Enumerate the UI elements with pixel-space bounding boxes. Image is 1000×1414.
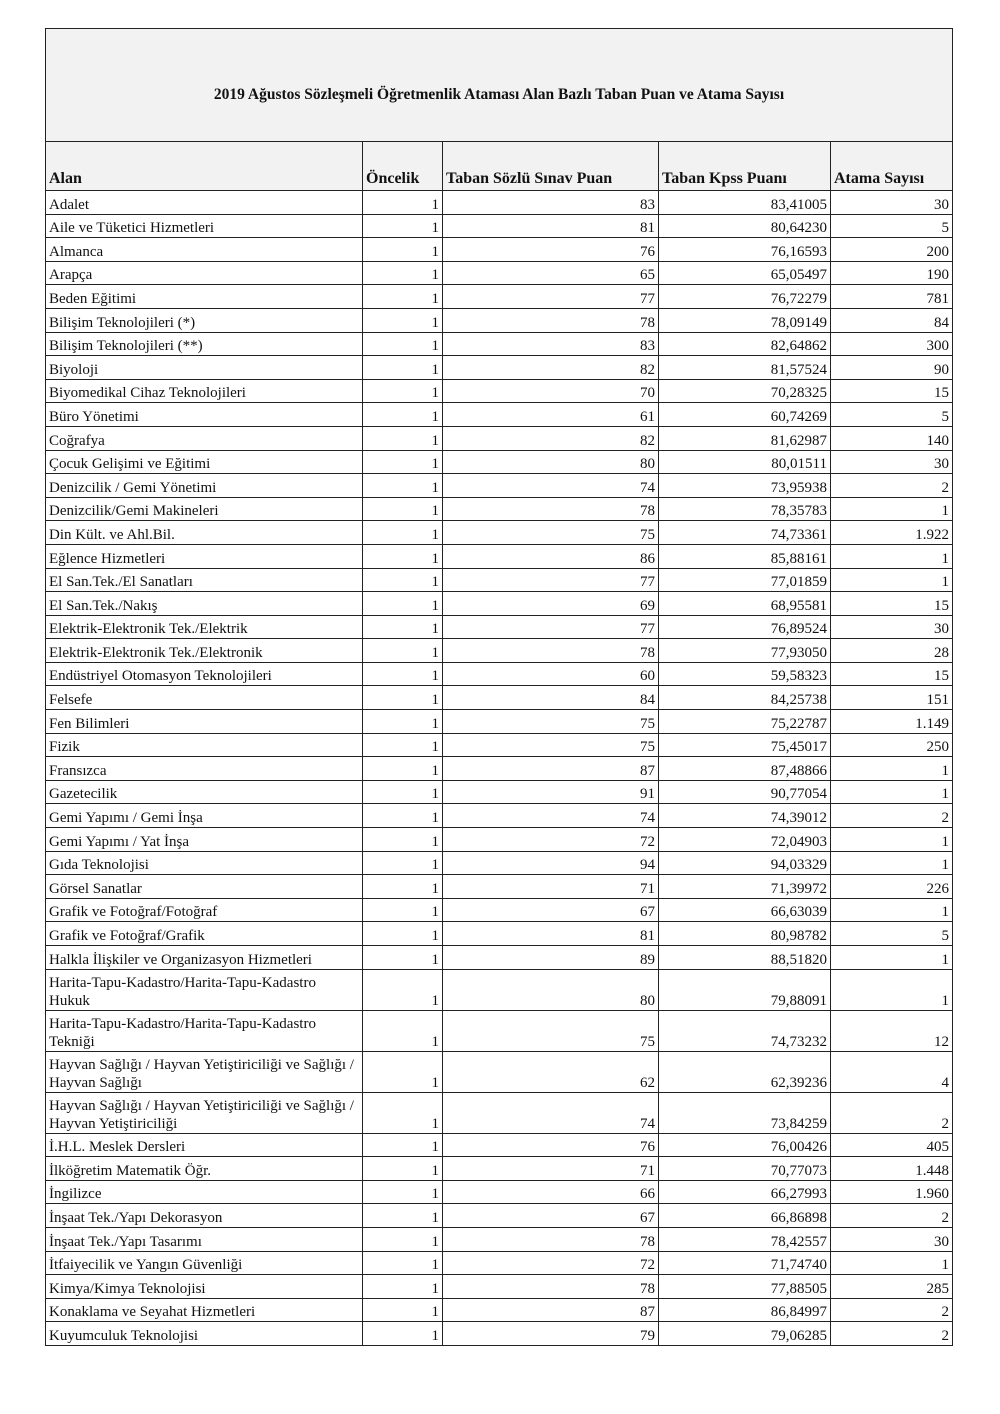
- cell-atama-sayisi: 90: [831, 356, 953, 380]
- table-row: [46, 379, 953, 403]
- cell-taban-sozlu: 83: [443, 191, 659, 215]
- cell-taban-kpss: 68,95581: [659, 592, 831, 616]
- table-row: [46, 1092, 953, 1133]
- cell-oncelik: 1: [363, 615, 443, 639]
- cell-atama-sayisi: 30: [831, 450, 953, 474]
- cell-oncelik: 1: [363, 1133, 443, 1157]
- cell-alan: Adalet: [46, 191, 363, 215]
- cell-taban-sozlu: 80: [443, 969, 659, 1010]
- table-row: [46, 238, 953, 262]
- cell-oncelik: 1: [363, 474, 443, 498]
- cell-taban-kpss: 86,84997: [659, 1298, 831, 1322]
- cell-taban-kpss: 83,41005: [659, 191, 831, 215]
- table-row: [46, 497, 953, 521]
- cell-oncelik: 1: [363, 1010, 443, 1051]
- table-row: [46, 1157, 953, 1181]
- cell-alan: El San.Tek./El Sanatları: [46, 568, 363, 592]
- cell-oncelik: 1: [363, 1204, 443, 1228]
- cell-alan: Gemi Yapımı / Yat İnşa: [46, 828, 363, 852]
- cell-alan: Din Kült. ve Ahl.Bil.: [46, 521, 363, 545]
- cell-alan: Aile ve Tüketici Hizmetleri: [46, 214, 363, 238]
- cell-alan: Almanca: [46, 238, 363, 262]
- cell-taban-sozlu: 75: [443, 710, 659, 734]
- cell-atama-sayisi: 2: [831, 804, 953, 828]
- cell-taban-kpss: 82,64862: [659, 332, 831, 356]
- cell-alan: Kuyumculuk Teknolojisi: [46, 1322, 363, 1346]
- cell-taban-kpss: 71,74740: [659, 1251, 831, 1275]
- cell-taban-sozlu: 78: [443, 497, 659, 521]
- cell-atama-sayisi: 405: [831, 1133, 953, 1157]
- cell-alan: Fen Bilimleri: [46, 710, 363, 734]
- cell-taban-sozlu: 75: [443, 733, 659, 757]
- table-row: [46, 898, 953, 922]
- cell-atama-sayisi: 1: [831, 851, 953, 875]
- cell-atama-sayisi: 1: [831, 946, 953, 970]
- table-row: [46, 426, 953, 450]
- cell-atama-sayisi: 84: [831, 308, 953, 332]
- cell-taban-sozlu: 74: [443, 804, 659, 828]
- table-row: [46, 639, 953, 663]
- table-row: [46, 1010, 953, 1051]
- cell-taban-kpss: 72,04903: [659, 828, 831, 852]
- cell-oncelik: 1: [363, 639, 443, 663]
- cell-taban-kpss: 77,01859: [659, 568, 831, 592]
- cell-atama-sayisi: 1: [831, 780, 953, 804]
- table-row: [46, 592, 953, 616]
- cell-taban-kpss: 60,74269: [659, 403, 831, 427]
- cell-oncelik: 1: [363, 1180, 443, 1204]
- cell-taban-kpss: 76,16593: [659, 238, 831, 262]
- cell-alan: Kimya/Kimya Teknolojisi: [46, 1275, 363, 1299]
- table-row: [46, 804, 953, 828]
- table-row: [46, 922, 953, 946]
- cell-taban-sozlu: 82: [443, 356, 659, 380]
- cell-alan: Biyoloji: [46, 356, 363, 380]
- cell-oncelik: 1: [363, 403, 443, 427]
- cell-taban-kpss: 66,27993: [659, 1180, 831, 1204]
- cell-taban-kpss: 73,84259: [659, 1092, 831, 1133]
- cell-oncelik: 1: [363, 568, 443, 592]
- table-row: [46, 946, 953, 970]
- table-row: [46, 285, 953, 309]
- cell-oncelik: 1: [363, 1051, 443, 1092]
- cell-taban-kpss: 88,51820: [659, 946, 831, 970]
- cell-alan: Gazetecilik: [46, 780, 363, 804]
- cell-alan: El San.Tek./Nakış: [46, 592, 363, 616]
- cell-alan: Coğrafya: [46, 426, 363, 450]
- cell-taban-sozlu: 72: [443, 1251, 659, 1275]
- cell-oncelik: 1: [363, 308, 443, 332]
- cell-taban-sozlu: 75: [443, 521, 659, 545]
- cell-taban-sozlu: 62: [443, 1051, 659, 1092]
- cell-atama-sayisi: 28: [831, 639, 953, 663]
- cell-oncelik: 1: [363, 285, 443, 309]
- table-row: [46, 308, 953, 332]
- cell-atama-sayisi: 300: [831, 332, 953, 356]
- cell-taban-sozlu: 81: [443, 214, 659, 238]
- cell-atama-sayisi: 5: [831, 922, 953, 946]
- cell-taban-kpss: 94,03329: [659, 851, 831, 875]
- cell-alan: Beden Eğitimi: [46, 285, 363, 309]
- cell-alan: İlköğretim Matematik Öğr.: [46, 1157, 363, 1181]
- cell-taban-kpss: 59,58323: [659, 662, 831, 686]
- cell-alan: Gemi Yapımı / Gemi İnşa: [46, 804, 363, 828]
- cell-taban-sozlu: 78: [443, 308, 659, 332]
- cell-oncelik: 1: [363, 733, 443, 757]
- cell-taban-sozlu: 66: [443, 1180, 659, 1204]
- cell-atama-sayisi: 30: [831, 615, 953, 639]
- cell-atama-sayisi: 250: [831, 733, 953, 757]
- cell-oncelik: 1: [363, 592, 443, 616]
- cell-atama-sayisi: 1: [831, 969, 953, 1010]
- cell-taban-sozlu: 67: [443, 1204, 659, 1228]
- cell-taban-kpss: 62,39236: [659, 1051, 831, 1092]
- cell-atama-sayisi: 5: [831, 214, 953, 238]
- cell-alan: Hayvan Sağlığı / Hayvan Yetiştiriciliği ve Sağlığı / Hayvan Yetiştiriciliği: [46, 1092, 363, 1133]
- document-title: 2019 Ağustos Sözleşmeli Öğretmenlik Ataması Alan Bazlı Taban Puan ve Atama Sayısı: [46, 29, 953, 142]
- cell-taban-kpss: 74,39012: [659, 804, 831, 828]
- cell-alan: Arapça: [46, 261, 363, 285]
- cell-alan: Fransızca: [46, 757, 363, 781]
- cell-alan: Bilişim Teknolojileri (**): [46, 332, 363, 356]
- cell-alan: İnşaat Tek./Yapı Tasarımı: [46, 1227, 363, 1251]
- cell-atama-sayisi: 2: [831, 1204, 953, 1228]
- cell-oncelik: 1: [363, 1251, 443, 1275]
- cell-oncelik: 1: [363, 828, 443, 852]
- table-row: [46, 615, 953, 639]
- cell-atama-sayisi: 781: [831, 285, 953, 309]
- cell-alan: Endüstriyel Otomasyon Teknolojileri: [46, 662, 363, 686]
- cell-alan: Felsefe: [46, 686, 363, 710]
- cell-alan: Grafik ve Fotoğraf/Fotoğraf: [46, 898, 363, 922]
- cell-oncelik: 1: [363, 898, 443, 922]
- cell-oncelik: 1: [363, 332, 443, 356]
- cell-taban-sozlu: 71: [443, 1157, 659, 1181]
- column-header-oncelik: Öncelik: [363, 142, 443, 191]
- cell-atama-sayisi: 15: [831, 592, 953, 616]
- cell-alan: Denizcilik / Gemi Yönetimi: [46, 474, 363, 498]
- cell-atama-sayisi: 1: [831, 898, 953, 922]
- cell-alan: Biyomedikal Cihaz Teknolojileri: [46, 379, 363, 403]
- cell-taban-sozlu: 71: [443, 875, 659, 899]
- cell-taban-sozlu: 94: [443, 851, 659, 875]
- cell-taban-kpss: 84,25738: [659, 686, 831, 710]
- cell-oncelik: 1: [363, 521, 443, 545]
- cell-oncelik: 1: [363, 497, 443, 521]
- cell-oncelik: 1: [363, 710, 443, 734]
- cell-atama-sayisi: 190: [831, 261, 953, 285]
- cell-oncelik: 1: [363, 851, 443, 875]
- cell-taban-kpss: 77,88505: [659, 1275, 831, 1299]
- cell-alan: Halkla İlişkiler ve Organizasyon Hizmetleri: [46, 946, 363, 970]
- cell-oncelik: 1: [363, 544, 443, 568]
- cell-taban-sozlu: 82: [443, 426, 659, 450]
- cell-taban-kpss: 80,64230: [659, 214, 831, 238]
- cell-alan: İngilizce: [46, 1180, 363, 1204]
- cell-alan: Eğlence Hizmetleri: [46, 544, 363, 568]
- cell-taban-kpss: 79,06285: [659, 1322, 831, 1346]
- cell-taban-kpss: 80,01511: [659, 450, 831, 474]
- cell-taban-kpss: 81,57524: [659, 356, 831, 380]
- cell-taban-sozlu: 67: [443, 898, 659, 922]
- table-row: [46, 403, 953, 427]
- cell-alan: İtfaiyecilik ve Yangın Güvenliği: [46, 1251, 363, 1275]
- cell-alan: Çocuk Gelişimi ve Eğitimi: [46, 450, 363, 474]
- header-row: [46, 142, 953, 191]
- cell-oncelik: 1: [363, 1157, 443, 1181]
- table-row: [46, 1133, 953, 1157]
- cell-atama-sayisi: 4: [831, 1051, 953, 1092]
- cell-taban-kpss: 87,48866: [659, 757, 831, 781]
- cell-taban-kpss: 76,72279: [659, 285, 831, 309]
- table-row: [46, 710, 953, 734]
- column-header-taban-sozlu: Taban Sözlü Sınav Puan: [443, 142, 659, 191]
- cell-taban-kpss: 65,05497: [659, 261, 831, 285]
- cell-taban-sozlu: 65: [443, 261, 659, 285]
- table-row: [46, 214, 953, 238]
- table-row: [46, 828, 953, 852]
- cell-alan: Denizcilik/Gemi Makineleri: [46, 497, 363, 521]
- table-row: [46, 851, 953, 875]
- cell-taban-kpss: 75,45017: [659, 733, 831, 757]
- cell-oncelik: 1: [363, 261, 443, 285]
- cell-taban-sozlu: 70: [443, 379, 659, 403]
- table-row: [46, 544, 953, 568]
- cell-taban-kpss: 79,88091: [659, 969, 831, 1010]
- cell-taban-sozlu: 75: [443, 1010, 659, 1051]
- table-row: [46, 875, 953, 899]
- cell-atama-sayisi: 30: [831, 191, 953, 215]
- cell-oncelik: 1: [363, 969, 443, 1010]
- cell-oncelik: 1: [363, 214, 443, 238]
- cell-atama-sayisi: 200: [831, 238, 953, 262]
- cell-alan: Elektrik-Elektronik Tek./Elektronik: [46, 639, 363, 663]
- cell-taban-sozlu: 80: [443, 450, 659, 474]
- cell-alan: İ.H.L. Meslek Dersleri: [46, 1133, 363, 1157]
- table-row: [46, 662, 953, 686]
- cell-atama-sayisi: 226: [831, 875, 953, 899]
- cell-oncelik: 1: [363, 426, 443, 450]
- cell-oncelik: 1: [363, 922, 443, 946]
- table-row: [46, 1180, 953, 1204]
- table-row: [46, 1051, 953, 1092]
- cell-taban-kpss: 77,93050: [659, 639, 831, 663]
- assignment-table: [45, 28, 953, 1346]
- cell-alan: İnşaat Tek./Yapı Dekorasyon: [46, 1204, 363, 1228]
- cell-taban-sozlu: 86: [443, 544, 659, 568]
- cell-taban-sozlu: 78: [443, 1275, 659, 1299]
- cell-oncelik: 1: [363, 1322, 443, 1346]
- cell-taban-sozlu: 69: [443, 592, 659, 616]
- cell-taban-sozlu: 76: [443, 1133, 659, 1157]
- cell-taban-sozlu: 78: [443, 639, 659, 663]
- cell-taban-kpss: 71,39972: [659, 875, 831, 899]
- cell-alan: Büro Yönetimi: [46, 403, 363, 427]
- cell-atama-sayisi: 2: [831, 1092, 953, 1133]
- table-row: [46, 733, 953, 757]
- cell-taban-kpss: 70,77073: [659, 1157, 831, 1181]
- table-row: [46, 1322, 953, 1346]
- cell-taban-kpss: 73,95938: [659, 474, 831, 498]
- cell-taban-sozlu: 83: [443, 332, 659, 356]
- cell-atama-sayisi: 12: [831, 1010, 953, 1051]
- cell-oncelik: 1: [363, 1227, 443, 1251]
- table-row: [46, 521, 953, 545]
- cell-oncelik: 1: [363, 686, 443, 710]
- cell-oncelik: 1: [363, 1275, 443, 1299]
- cell-taban-kpss: 78,35783: [659, 497, 831, 521]
- cell-atama-sayisi: 15: [831, 662, 953, 686]
- cell-taban-sozlu: 87: [443, 1298, 659, 1322]
- table-row: [46, 356, 953, 380]
- table-row: [46, 568, 953, 592]
- cell-taban-sozlu: 74: [443, 1092, 659, 1133]
- cell-alan: Hayvan Sağlığı / Hayvan Yetiştiriciliği ve Sağlığı / Hayvan Sağlığı: [46, 1051, 363, 1092]
- table-row: [46, 1251, 953, 1275]
- cell-taban-kpss: 85,88161: [659, 544, 831, 568]
- cell-taban-sozlu: 78: [443, 1227, 659, 1251]
- cell-taban-sozlu: 76: [443, 238, 659, 262]
- cell-atama-sayisi: 285: [831, 1275, 953, 1299]
- cell-taban-kpss: 76,89524: [659, 615, 831, 639]
- cell-atama-sayisi: 2: [831, 474, 953, 498]
- cell-taban-sozlu: 77: [443, 615, 659, 639]
- cell-alan: Harita-Tapu-Kadastro/Harita-Tapu-Kadastro Hukuk: [46, 969, 363, 1010]
- cell-taban-kpss: 66,86898: [659, 1204, 831, 1228]
- table-row: [46, 1204, 953, 1228]
- cell-oncelik: 1: [363, 780, 443, 804]
- cell-taban-kpss: 76,00426: [659, 1133, 831, 1157]
- cell-alan: Fizik: [46, 733, 363, 757]
- cell-alan: Grafik ve Fotoğraf/Grafik: [46, 922, 363, 946]
- column-header-alan: Alan: [46, 142, 363, 191]
- table-row: [46, 686, 953, 710]
- cell-taban-sozlu: 89: [443, 946, 659, 970]
- table-row: [46, 261, 953, 285]
- cell-oncelik: 1: [363, 356, 443, 380]
- cell-taban-sozlu: 79: [443, 1322, 659, 1346]
- cell-taban-kpss: 90,77054: [659, 780, 831, 804]
- cell-atama-sayisi: 1: [831, 568, 953, 592]
- cell-oncelik: 1: [363, 804, 443, 828]
- cell-taban-sozlu: 91: [443, 780, 659, 804]
- column-header-atama-sayisi: Atama Sayısı: [831, 142, 953, 191]
- cell-taban-sozlu: 81: [443, 922, 659, 946]
- column-header-taban-kpss: Taban Kpss Puanı: [659, 142, 831, 191]
- cell-taban-kpss: 70,28325: [659, 379, 831, 403]
- cell-atama-sayisi: 30: [831, 1227, 953, 1251]
- cell-atama-sayisi: 1: [831, 544, 953, 568]
- cell-alan: Görsel Sanatlar: [46, 875, 363, 899]
- cell-oncelik: 1: [363, 662, 443, 686]
- cell-atama-sayisi: 1.960: [831, 1180, 953, 1204]
- cell-atama-sayisi: 15: [831, 379, 953, 403]
- cell-atama-sayisi: 1.149: [831, 710, 953, 734]
- cell-atama-sayisi: 1: [831, 497, 953, 521]
- cell-taban-sozlu: 77: [443, 285, 659, 309]
- cell-atama-sayisi: 2: [831, 1298, 953, 1322]
- cell-taban-kpss: 74,73361: [659, 521, 831, 545]
- cell-alan: Konaklama ve Seyahat Hizmetleri: [46, 1298, 363, 1322]
- cell-atama-sayisi: 151: [831, 686, 953, 710]
- cell-taban-kpss: 80,98782: [659, 922, 831, 946]
- cell-oncelik: 1: [363, 757, 443, 781]
- table-body: [46, 191, 953, 1346]
- table-row: [46, 474, 953, 498]
- cell-oncelik: 1: [363, 875, 443, 899]
- cell-oncelik: 1: [363, 191, 443, 215]
- table-row: [46, 780, 953, 804]
- cell-taban-sozlu: 77: [443, 568, 659, 592]
- cell-oncelik: 1: [363, 946, 443, 970]
- cell-taban-sozlu: 84: [443, 686, 659, 710]
- cell-atama-sayisi: 1: [831, 828, 953, 852]
- table-row: [46, 450, 953, 474]
- cell-oncelik: 1: [363, 450, 443, 474]
- cell-taban-sozlu: 87: [443, 757, 659, 781]
- cell-taban-kpss: 81,62987: [659, 426, 831, 450]
- cell-atama-sayisi: 140: [831, 426, 953, 450]
- table-row: [46, 1227, 953, 1251]
- cell-oncelik: 1: [363, 1092, 443, 1133]
- cell-oncelik: 1: [363, 379, 443, 403]
- cell-atama-sayisi: 1.448: [831, 1157, 953, 1181]
- table-row: [46, 1275, 953, 1299]
- cell-oncelik: 1: [363, 1298, 443, 1322]
- cell-taban-sozlu: 61: [443, 403, 659, 427]
- table-row: [46, 191, 953, 215]
- cell-atama-sayisi: 1.922: [831, 521, 953, 545]
- cell-atama-sayisi: 5: [831, 403, 953, 427]
- cell-taban-kpss: 75,22787: [659, 710, 831, 734]
- table-row: [46, 1298, 953, 1322]
- table-row: [46, 757, 953, 781]
- document-sheet: [45, 28, 952, 1346]
- cell-atama-sayisi: 2: [831, 1322, 953, 1346]
- cell-alan: Bilişim Teknolojileri (*): [46, 308, 363, 332]
- cell-taban-kpss: 78,42557: [659, 1227, 831, 1251]
- table-row: [46, 969, 953, 1010]
- cell-alan: Gıda Teknolojisi: [46, 851, 363, 875]
- cell-taban-kpss: 66,63039: [659, 898, 831, 922]
- cell-alan: Elektrik-Elektronik Tek./Elektrik: [46, 615, 363, 639]
- table-row: [46, 332, 953, 356]
- cell-taban-kpss: 74,73232: [659, 1010, 831, 1051]
- cell-atama-sayisi: 1: [831, 757, 953, 781]
- cell-taban-sozlu: 74: [443, 474, 659, 498]
- cell-taban-kpss: 78,09149: [659, 308, 831, 332]
- cell-taban-sozlu: 60: [443, 662, 659, 686]
- cell-atama-sayisi: 1: [831, 1251, 953, 1275]
- cell-taban-sozlu: 72: [443, 828, 659, 852]
- cell-alan: Harita-Tapu-Kadastro/Harita-Tapu-Kadastro Tekniği: [46, 1010, 363, 1051]
- cell-oncelik: 1: [363, 238, 443, 262]
